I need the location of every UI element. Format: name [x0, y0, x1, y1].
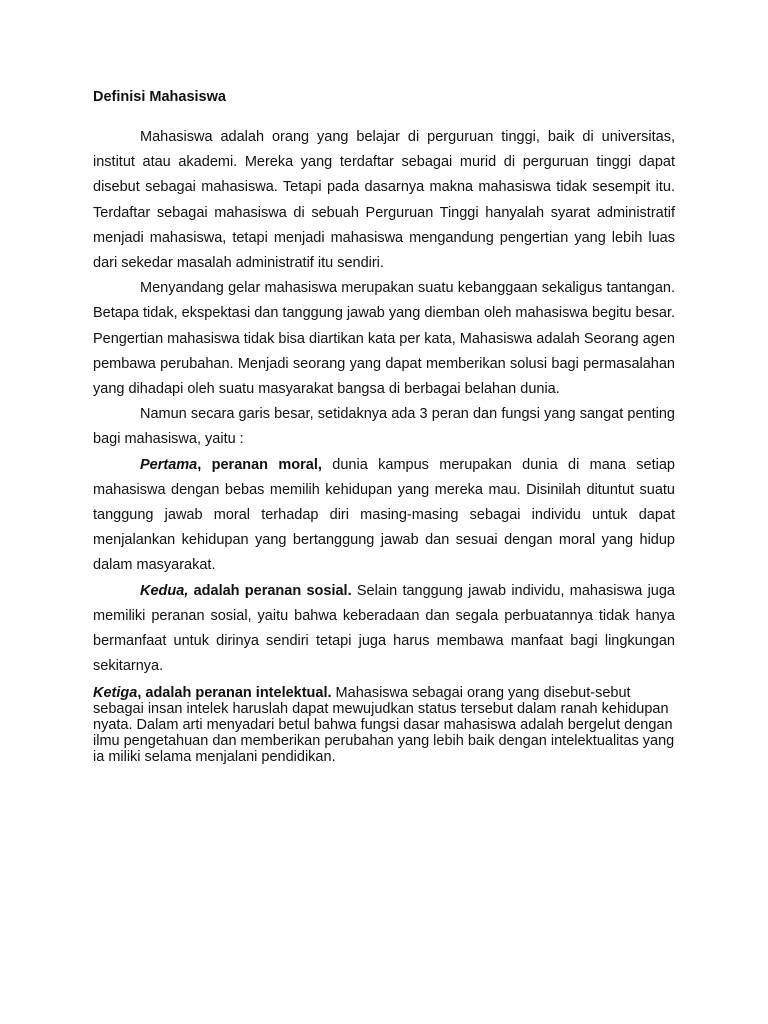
document-title: Definisi Mahasiswa [93, 89, 226, 105]
paragraph-6-lead-bold: , adalah peranan intelektual. [137, 685, 332, 702]
paragraph-5 [93, 579, 675, 680]
paragraph-4-text: dunia kampus merupakan dunia di mana setiap mahasiswa dengan bebas memilih kehidupan yang mereka mau. Disinilah dituntut suatu tanggung jawab moral terhadap diri masing-masing sebagai individu untuk dapat menjalankan kehidupan yang bertanggung jawab dan sesuai dengan moral yang hidup dalam masyarakat. [93, 456, 675, 574]
paragraph-5-lead-italic: Kedua, [140, 582, 189, 599]
paragraph-4-lead-bold: , peranan moral, [197, 456, 322, 473]
document-page [93, 87, 675, 765]
paragraph-5-text: Selain tanggung jawab individu, mahasiswa juga memiliki peranan sosial, yaitu bahwa keberadaan dan segala perbuatannya tidak hanya bermanfaat untuk dirinya sendiri tetapi juga harus membawa manfaat bagi lingkungan sekitarnya. [93, 582, 675, 675]
paragraph-6 [93, 685, 675, 765]
paragraph-2: Menyandang gelar mahasiswa merupakan suatu kebanggaan sekaligus tantangan. Betapa tidak, ekspektasi dan tanggung jawab yang diemban oleh mahasiswa begitu besar. Pengertian mahasiswa tidak bisa diartikan kata per kata, Mahasiswa adalah Seorang agen pembawa perubahan. Menjadi seorang yang dapat memberikan solusi bagi permasalahan yang dihadapi oleh suatu masyarakat bangsa di berbagai belahan dunia. [93, 280, 676, 398]
paragraph-6-lead-italic: Ketiga [93, 685, 138, 702]
paragraph-4 [93, 453, 675, 579]
paragraph-4-lead-italic: Pertama [140, 456, 198, 473]
paragraph-1: Mahasiswa adalah orang yang belajar di perguruan tinggi, baik di universitas, institut atau akademi. Mereka yang terdaftar sebagai murid di perguruan tinggi dapat disebut sebagai mahasiswa. Tetapi pada dasarnya makna mahasiswa tidak sesempit itu. Terdaftar sebagai mahasiswa di sebuah Perguruan Tinggi hanyalah syarat administratif menjadi mahasiswa, tetapi menjadi mahasiswa mengandung pengertian yang lebih luas dari sekedar masalah administratif itu sendiri. [93, 129, 675, 272]
paragraph-6-text: Mahasiswa sebagai orang yang disebut-sebut sebagai insan intelek haruslah dapat mewujudkan status tersebut dalam ranah kehidupan nyata. Dalam arti menyadari betul bahwa fungsi dasar mahasiswa adalah bergelut dengan ilmu pengetahuan dan memberikan perubahan yang lebih baik dengan intelektualitas yang ia miliki selama menjalani pendidikan. [93, 685, 675, 766]
paragraph-5-lead-bold: adalah peranan sosial. [188, 582, 352, 599]
paragraph-3: Namun secara garis besar, setidaknya ada 3 peran dan fungsi yang sangat penting bagi mahasiswa, yaitu : [93, 406, 675, 448]
